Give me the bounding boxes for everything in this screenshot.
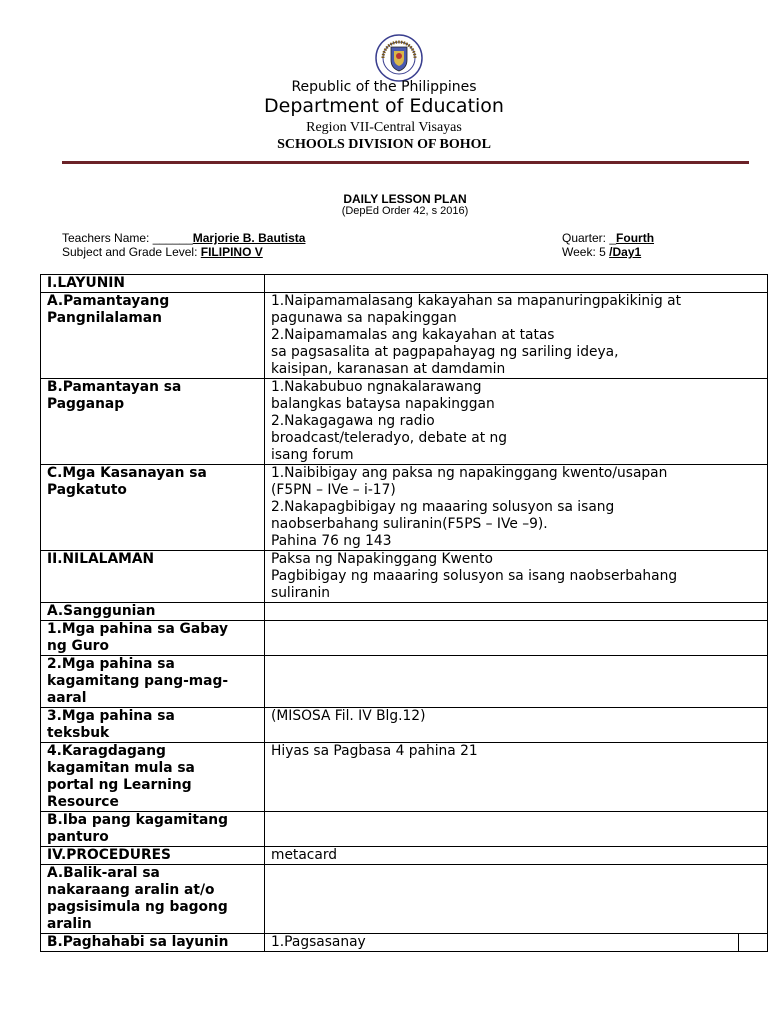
row-label-cell xyxy=(41,656,265,708)
row-label-line: teksbuk xyxy=(47,725,110,741)
row-content-cell xyxy=(265,812,768,847)
row-label-cell xyxy=(41,708,265,743)
row-label-cell xyxy=(41,865,265,934)
row-content-cell xyxy=(265,865,768,934)
row-label-cell xyxy=(41,293,265,379)
row-content-line: Pahina 76 ng 143 xyxy=(271,533,392,549)
row-content-line: kaisipan, karanasan at damdamin xyxy=(271,361,506,377)
row-label-cell xyxy=(41,934,265,952)
week-label: Week: 5 xyxy=(562,245,610,259)
row-content-line: metacard xyxy=(271,847,338,863)
row-content-cell xyxy=(265,743,768,812)
row-label-line: A.Sanggunian xyxy=(47,603,156,619)
subject-grade xyxy=(62,245,263,259)
table-row xyxy=(41,934,768,952)
row-content-cell xyxy=(265,847,768,865)
table-row xyxy=(41,603,768,621)
table-row xyxy=(41,865,768,934)
row-content-cell xyxy=(265,934,739,952)
row-label-cell xyxy=(41,743,265,812)
row-content-cell xyxy=(265,656,768,708)
row-label-line: 4.Karagdagang xyxy=(47,743,166,759)
row-content-line: 2.Naipamamalas ang kakayahan at tatas xyxy=(271,327,555,343)
subject-value: FILIPINO V xyxy=(200,245,263,259)
row-label-line: 3.Mga pahina sa xyxy=(47,708,175,724)
row-content-line: Paksa ng Napakinggang Kwento xyxy=(271,551,493,567)
row-label-line: panturo xyxy=(47,829,109,845)
row-label-line: II.NILALAMAN xyxy=(47,551,155,567)
division-heading: SCHOOLS DIVISION OF BOHOL xyxy=(277,137,491,152)
row-label-cell xyxy=(41,551,265,603)
plan-subtitle: (DepEd Order 42, s 2016) xyxy=(341,205,469,217)
row-label-line: kagamitan mula sa xyxy=(47,760,195,776)
teacher-label: Teachers Name: ______ xyxy=(62,231,193,245)
table-row xyxy=(41,275,768,293)
plan-title: DAILY LESSON PLAN xyxy=(343,192,467,206)
header-divider xyxy=(62,161,749,164)
table-row xyxy=(41,621,768,656)
row-label-line: Pagkatuto xyxy=(47,482,127,498)
row-label-line: A.Balik-aral sa xyxy=(47,865,160,881)
row-content-line: suliranin xyxy=(271,585,331,601)
republic-heading: Republic of the Philippines xyxy=(291,79,477,95)
row-label-line: C.Mga Kasanayan sa xyxy=(47,465,207,481)
row-label-cell xyxy=(41,603,265,621)
row-label-line: IV.PROCEDURES xyxy=(47,847,171,863)
row-content-cell xyxy=(265,379,768,465)
row-content-line: Hiyas sa Pagbasa 4 pahina 21 xyxy=(271,743,478,759)
row-label-line: aralin xyxy=(47,916,92,932)
row-content-line: 1.Naibibigay ang paksa ng napakinggang kwento/usapan xyxy=(271,465,668,481)
department-heading: Department of Education xyxy=(264,95,504,117)
row-label-line: 2.Mga pahina sa xyxy=(47,656,175,672)
table-row xyxy=(41,847,768,865)
row-label-line: 1.Mga pahina sa Gabay xyxy=(47,621,228,637)
table-row xyxy=(41,551,768,603)
row-content-line: 1.Naipamamalasang kakayahan sa mapanuringpakikinig at xyxy=(271,293,682,309)
teacher-value: Marjorie B. Bautista xyxy=(192,231,306,245)
row-label-line: Pagganap xyxy=(47,396,125,412)
row-content-cell xyxy=(265,708,768,743)
row-label-cell xyxy=(41,847,265,865)
row-content-cell xyxy=(265,275,768,293)
row-label-cell xyxy=(41,621,265,656)
table-row xyxy=(41,465,768,551)
quarter xyxy=(562,231,654,245)
row-content-line: pagunawa sa napakinggan xyxy=(271,310,457,326)
row-label-line: kagamitang pang-mag- xyxy=(47,673,229,689)
table-row xyxy=(41,379,768,465)
row-content-line: balangkas bataysa napakinggan xyxy=(271,396,495,412)
region-heading: Region VII-Central Visayas xyxy=(306,120,462,135)
row-content-line: 2.Nakapagbibigay ng maaaring solusyon sa isang xyxy=(271,499,615,515)
row-label-cell xyxy=(41,379,265,465)
extra-cell xyxy=(739,934,768,952)
deped-seal-logo xyxy=(375,34,423,82)
lesson-plan-table xyxy=(40,274,768,952)
table-row xyxy=(41,812,768,847)
quarter-value: Fourth xyxy=(616,231,655,245)
row-label-line: Resource xyxy=(47,794,119,810)
row-content-cell xyxy=(265,603,768,621)
teacher-name xyxy=(62,231,305,245)
row-content-line: 1.Nakabubuo ngnakalarawang xyxy=(271,379,482,395)
subject-label: Subject and Grade Level: xyxy=(62,245,201,259)
row-label-line: ng Guro xyxy=(47,638,109,654)
row-label-line: portal ng Learning xyxy=(47,777,192,793)
row-content-line: broadcast/teleradyo, debate at ng xyxy=(271,430,508,446)
quarter-label: Quarter: _ xyxy=(562,231,617,245)
row-label-line: nakaraang aralin at/o xyxy=(47,882,215,898)
table-row xyxy=(41,656,768,708)
row-content-line: naobserbahang suliranin(F5PS – IVe –9). xyxy=(271,516,548,532)
row-label-line: aaral xyxy=(47,690,87,706)
row-content-line: 1.Pagsasanay xyxy=(271,934,366,950)
row-label-line: pagsisimula ng bagong xyxy=(47,899,228,915)
row-label-cell xyxy=(41,465,265,551)
row-content-line: 2.Nakagagawa ng radio xyxy=(271,413,435,429)
week-value: /Day1 xyxy=(609,245,642,259)
table-row xyxy=(41,708,768,743)
row-label-cell xyxy=(41,275,265,293)
row-label-line: B.Paghahabi sa layunin xyxy=(47,934,229,950)
row-content-cell xyxy=(265,465,768,551)
row-label-line: A.Pamantayang xyxy=(47,293,170,309)
row-content-line: (F5PN – IVe – i-17) xyxy=(271,482,396,498)
table-row xyxy=(41,293,768,379)
row-content-line: Pagbibigay ng maaaring solusyon sa isang naobserbahang xyxy=(271,568,678,584)
row-content-cell xyxy=(265,293,768,379)
row-content-cell xyxy=(265,551,768,603)
row-label-cell xyxy=(41,812,265,847)
week xyxy=(562,245,641,259)
row-content-cell xyxy=(265,621,768,656)
row-content-line: (MISOSA Fil. IV Blg.12) xyxy=(271,708,426,724)
row-label-line: B.Pamantayan sa xyxy=(47,379,182,395)
row-label-line: Pangnilalaman xyxy=(47,310,162,326)
row-label-line: I.LAYUNIN xyxy=(47,275,125,291)
row-content-line: sa pagsasalita at pagpapahayag ng sariling ideya, xyxy=(271,344,619,360)
row-label-line: B.Iba pang kagamitang xyxy=(47,812,228,828)
table-row xyxy=(41,743,768,812)
row-content-line: isang forum xyxy=(271,447,354,463)
